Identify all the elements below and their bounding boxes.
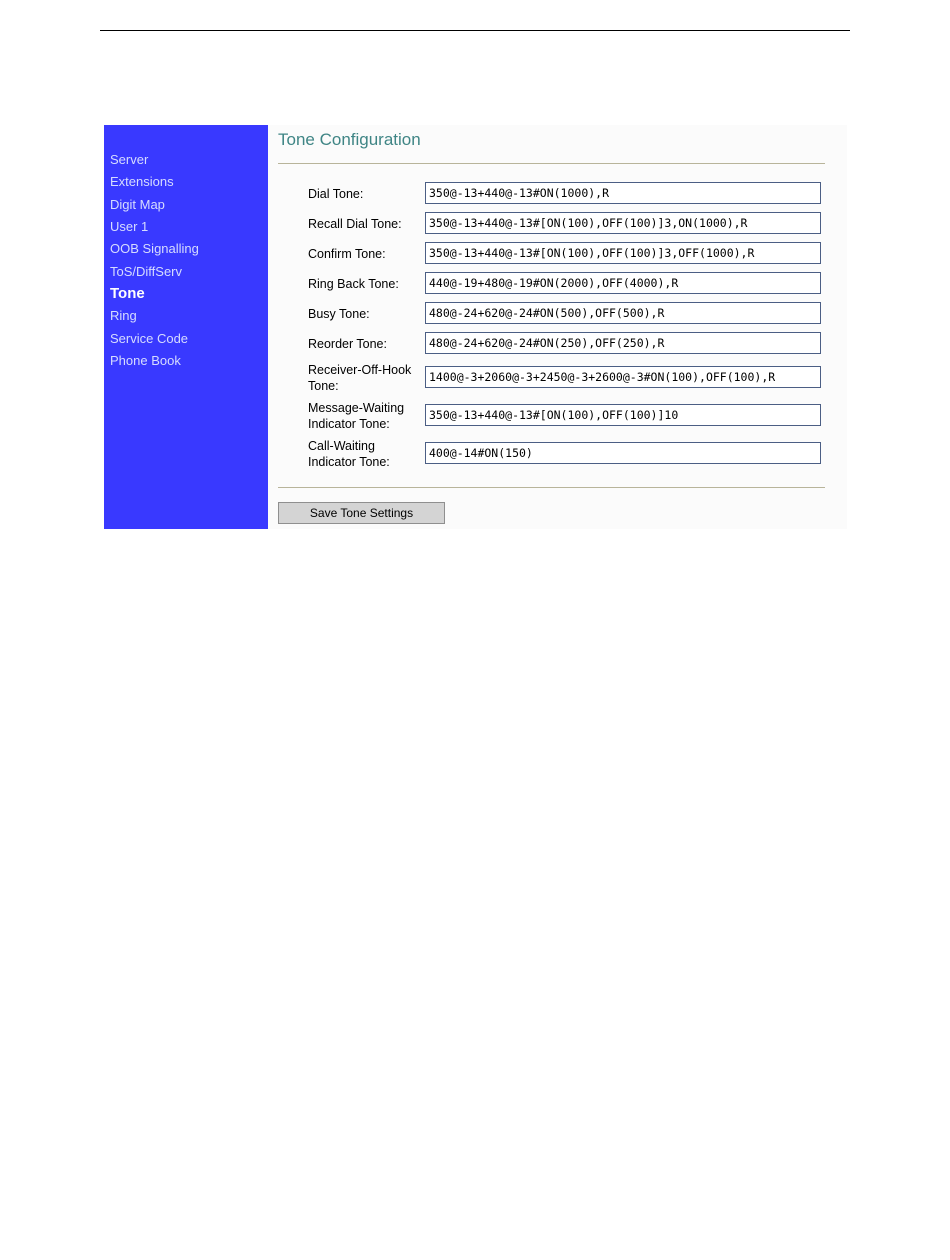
sidebar-item-tone[interactable]: Tone	[110, 285, 145, 302]
save-tone-settings-button[interactable]: Save Tone Settings	[278, 502, 445, 524]
busy-tone-input[interactable]: 480@-24+620@-24#ON(500),OFF(500),R	[425, 302, 821, 324]
call-waiting-tone-input[interactable]: 400@-14#ON(150)	[425, 442, 821, 464]
call-waiting-tone-label: Call-Waiting Indicator Tone:	[308, 439, 390, 469]
sidebar-item-ring[interactable]: Ring	[110, 308, 137, 323]
sidebar-item-user-1[interactable]: User 1	[110, 219, 149, 234]
reorder-tone-label: Reorder Tone:	[308, 337, 387, 351]
ring-back-tone-input[interactable]: 440@-19+480@-19#ON(2000),OFF(4000),R	[425, 272, 821, 294]
sidebar-item-tos-diffserv[interactable]: ToS/DiffServ	[110, 264, 183, 279]
confirm-tone-label: Confirm Tone:	[308, 247, 386, 261]
dial-tone-input[interactable]: 350@-13+440@-13#ON(1000),R	[425, 182, 821, 204]
title-divider	[278, 163, 825, 164]
sidebar-item-digit-map[interactable]: Digit Map	[110, 197, 165, 212]
page-title: Tone Configuration	[278, 130, 421, 149]
sidebar-item-server[interactable]: Server	[110, 152, 149, 167]
sidebar-item-phone-book[interactable]: Phone Book	[110, 353, 181, 368]
recall-dial-tone-label: Recall Dial Tone:	[308, 217, 402, 231]
recall-dial-tone-input[interactable]: 350@-13+440@-13#[ON(100),OFF(100)]3,ON(1000),R	[425, 212, 821, 234]
dial-tone-label: Dial Tone:	[308, 187, 364, 201]
busy-tone-label: Busy Tone:	[308, 307, 370, 321]
sidebar-nav	[104, 125, 268, 529]
sidebar-item-service-code[interactable]: Service Code	[110, 331, 189, 346]
receiver-off-hook-tone-label: Receiver-Off-Hook Tone:	[308, 363, 412, 393]
message-waiting-tone-input[interactable]: 350@-13+440@-13#[ON(100),OFF(100)]10	[425, 404, 821, 426]
sidebar-item-extensions[interactable]: Extensions	[110, 174, 174, 189]
receiver-off-hook-tone-input[interactable]: 1400@-3+2060@-3+2450@-3+2600@-3#ON(100),OFF(100),R	[425, 366, 821, 388]
reorder-tone-input[interactable]: 480@-24+620@-24#ON(250),OFF(250),R	[425, 332, 821, 354]
message-waiting-tone-label: Message-Waiting Indicator Tone:	[308, 401, 405, 431]
page-header-rule	[100, 30, 850, 31]
main-content	[268, 125, 847, 529]
tone-config-screen	[104, 125, 847, 529]
ring-back-tone-label: Ring Back Tone:	[308, 277, 399, 291]
form-divider	[278, 487, 825, 488]
confirm-tone-input[interactable]: 350@-13+440@-13#[ON(100),OFF(100)]3,OFF(1000),R	[425, 242, 821, 264]
sidebar-item-oob-signalling[interactable]: OOB Signalling	[110, 241, 199, 256]
